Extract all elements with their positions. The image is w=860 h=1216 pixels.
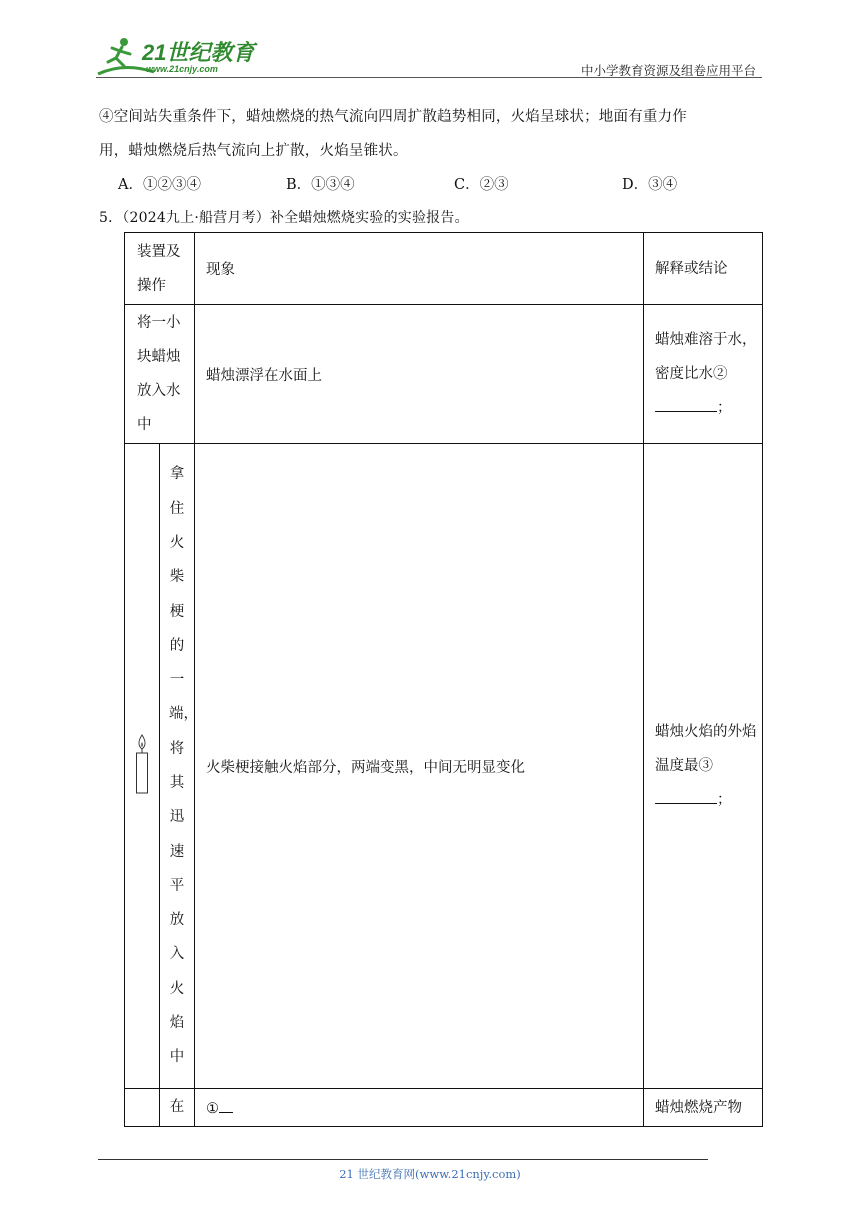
option-b[interactable]: B．①③④	[286, 177, 355, 193]
option-d[interactable]: D．③④	[622, 177, 678, 193]
option-a[interactable]: A．①②③④	[118, 177, 201, 193]
row1-conclusion	[644, 305, 763, 444]
q4-statement-line-2: 用，蜡烛燃烧后热气流向上扩散，火焰呈锥状。	[99, 143, 408, 159]
row1-phenomenon: 蜡烛漂浮在水面上	[195, 305, 644, 444]
row3-empty-cell	[125, 1089, 160, 1127]
row2-conclusion-text: 蜡烛火焰的外焰温度最	[655, 724, 757, 774]
row2-operation: 拿住火柴梗的一端，将其迅速平放入火焰中	[160, 444, 195, 1089]
experiment-report-table	[124, 232, 763, 1127]
row3-blank-label: ①	[206, 1101, 219, 1117]
row2-phenomenon: 火柴梗接触火焰部分，两端变黑，中间无明显变化	[195, 444, 644, 1089]
table-row	[125, 305, 763, 444]
q4-options	[118, 173, 738, 195]
row2-conclusion	[644, 444, 763, 1089]
candle-image-cell	[125, 444, 160, 1089]
logo-text: 21世纪教育	[142, 40, 255, 65]
q5-stem: 5．（2024九上·船营月考）补全蜡烛燃烧实验的实验报告。	[99, 210, 469, 226]
row3-phenomenon	[195, 1089, 644, 1127]
candle-icon	[134, 733, 150, 795]
table-row	[125, 1089, 763, 1127]
row3-operation: 在	[160, 1089, 195, 1127]
footer-link[interactable]: 21 世纪教育网(www.21cnjy.com)	[339, 1167, 521, 1181]
header-phenomenon: 现象	[195, 233, 644, 305]
answer-blank-1[interactable]	[219, 1098, 233, 1113]
header-divider	[96, 77, 762, 78]
answer-blank-2[interactable]	[655, 397, 717, 412]
row1-conclusion-text: 蜡烛难溶于水，密度比水	[655, 332, 757, 382]
row2-end: ；	[717, 792, 732, 808]
site-logo	[94, 34, 264, 78]
answer-blank-3[interactable]	[655, 789, 717, 804]
row1-blank-label: ②	[713, 366, 728, 382]
header-slogan: 中小学教育资源及组卷应用平台	[580, 63, 756, 78]
row1-end: ；	[717, 400, 732, 416]
header-device: 装置及操作	[125, 233, 195, 305]
header-conclusion: 解释或结论	[644, 233, 763, 305]
q4-statement-line-1: ④空间站失重条件下，蜡烛燃烧的热气流向四周扩散趋势相同，火焰呈球状；地面有重力作	[99, 109, 687, 125]
option-c[interactable]: C．②③	[454, 177, 509, 193]
footer-divider	[98, 1159, 708, 1160]
row2-blank-label: ③	[698, 758, 713, 774]
logo-url: www.21cnjy.com	[146, 64, 218, 74]
row3-conclusion: 蜡烛燃烧产物	[644, 1089, 763, 1127]
table-row	[125, 444, 763, 1089]
row1-operation: 将一小块蜡烛放入水中	[125, 305, 195, 444]
table-header-row	[125, 233, 763, 305]
